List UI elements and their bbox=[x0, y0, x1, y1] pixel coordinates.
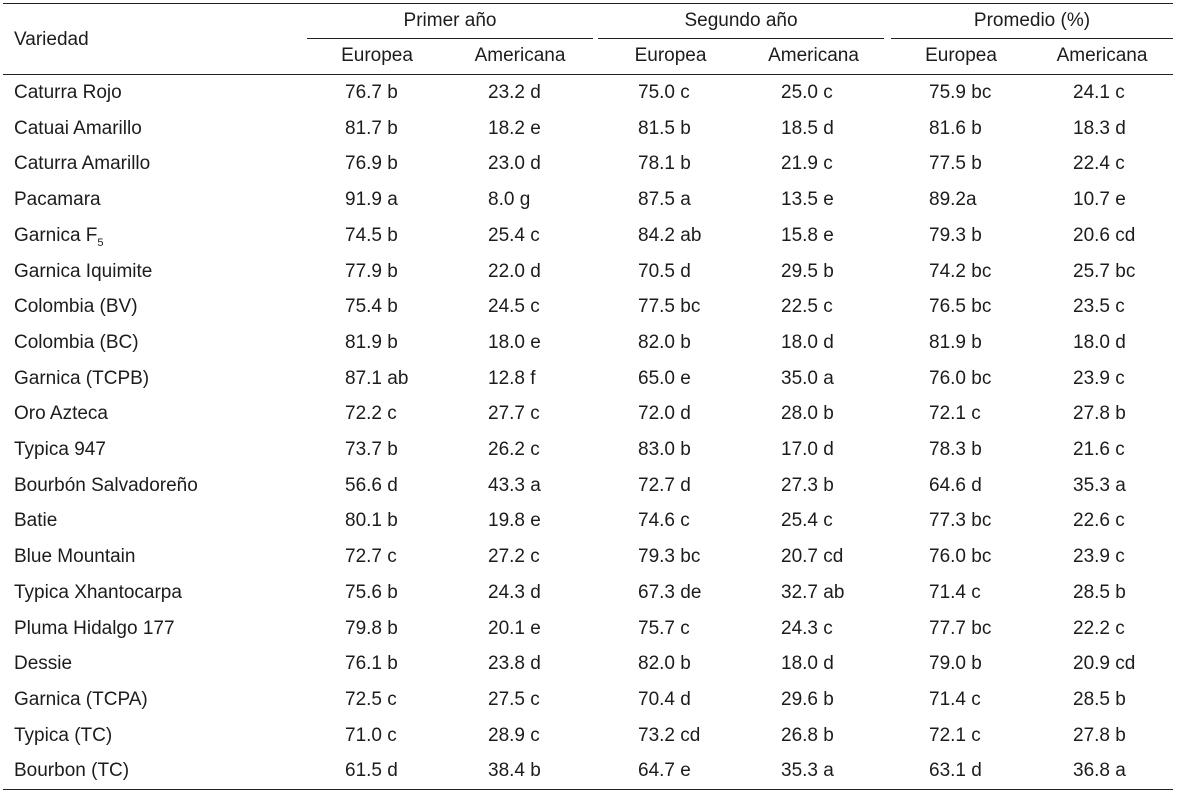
variety-name-text: Garnica F bbox=[14, 224, 98, 246]
value-americana-segundo: 27.3 b bbox=[781, 474, 834, 496]
value-americana-promedio: 36.8 a bbox=[1073, 760, 1126, 782]
value-americana-primer: 27.2 c bbox=[488, 546, 540, 568]
value-americana-primer: 28.9 c bbox=[488, 724, 540, 746]
variety-name-text: Caturra Amarillo bbox=[14, 153, 151, 175]
table-row bbox=[0, 254, 1178, 290]
value-americana-segundo: 18.0 d bbox=[781, 331, 834, 353]
variety-name bbox=[14, 509, 57, 533]
value-europea-segundo: 74.6 c bbox=[638, 510, 690, 532]
variety-name bbox=[14, 617, 175, 641]
value-americana-primer: 26.2 c bbox=[488, 439, 540, 460]
table-row bbox=[0, 682, 1178, 718]
value-europea-primer: 61.5 d bbox=[345, 760, 398, 782]
subheader-europea-2: Europea bbox=[634, 45, 707, 66]
value-europea-promedio: 76.0 bc bbox=[929, 546, 992, 568]
value-europea-primer: 56.6 d bbox=[345, 474, 398, 496]
variety-name-text: Colombia (BV) bbox=[14, 296, 138, 318]
value-europea-promedio: 78.3 b bbox=[929, 439, 982, 460]
value-europea-promedio: 77.5 b bbox=[929, 153, 982, 175]
value-americana-segundo: 17.0 d bbox=[781, 439, 834, 460]
value-europea-primer: 72.7 c bbox=[345, 546, 397, 568]
value-europea-segundo: 79.3 bc bbox=[638, 546, 701, 568]
value-americana-segundo: 18.0 d bbox=[781, 653, 834, 675]
variety-name-text: Typica 947 bbox=[14, 439, 106, 460]
value-europea-promedio: 71.4 c bbox=[929, 688, 981, 710]
value-europea-primer: 75.6 b bbox=[345, 581, 398, 603]
variety-name-text: Garnica (TCPA) bbox=[14, 688, 148, 710]
value-americana-primer: 25.4 c bbox=[488, 224, 540, 246]
value-europea-segundo: 77.5 bc bbox=[638, 296, 701, 318]
value-europea-primer: 80.1 b bbox=[345, 510, 398, 532]
value-americana-promedio: 18.0 d bbox=[1073, 331, 1126, 353]
variety-name-text: Oro Azteca bbox=[14, 403, 108, 425]
value-americana-primer: 43.3 a bbox=[488, 474, 541, 496]
group-header-promedio: Promedio (%) bbox=[973, 10, 1091, 31]
value-europea-primer: 76.9 b bbox=[345, 153, 398, 175]
value-americana-promedio: 27.8 b bbox=[1073, 724, 1126, 746]
table-row bbox=[0, 611, 1178, 647]
variety-name-text: Garnica (TCPB) bbox=[14, 367, 150, 389]
variety-name bbox=[14, 367, 149, 391]
value-americana-promedio: 28.5 b bbox=[1073, 581, 1126, 603]
value-europea-segundo: 78.1 b bbox=[638, 153, 691, 175]
variety-name bbox=[14, 724, 112, 748]
value-europea-promedio: 81.9 b bbox=[929, 331, 982, 353]
value-americana-primer: 27.5 c bbox=[488, 688, 540, 710]
value-europea-primer: 73.7 b bbox=[345, 439, 398, 460]
value-europea-primer: 81.7 b bbox=[345, 117, 398, 139]
value-europea-promedio: 72.1 c bbox=[929, 403, 981, 425]
value-americana-segundo: 18.5 d bbox=[781, 117, 834, 139]
value-europea-segundo: 82.0 b bbox=[638, 331, 691, 353]
value-americana-primer: 23.2 d bbox=[488, 82, 541, 103]
value-americana-segundo: 13.5 e bbox=[781, 189, 834, 211]
group-header-primer-ano: Primer año bbox=[403, 10, 497, 31]
value-americana-segundo: 25.4 c bbox=[781, 510, 833, 532]
variety-name-text: Dessie bbox=[14, 653, 73, 675]
table-row bbox=[0, 575, 1178, 611]
table-row bbox=[0, 718, 1178, 754]
value-europea-segundo: 70.5 d bbox=[638, 260, 691, 282]
value-europea-primer: 87.1 ab bbox=[345, 367, 409, 389]
variety-name bbox=[14, 581, 182, 605]
value-americana-primer: 20.1 e bbox=[488, 617, 541, 639]
table-row bbox=[0, 753, 1178, 789]
value-americana-promedio: 27.8 b bbox=[1073, 403, 1126, 425]
value-americana-segundo: 32.7 ab bbox=[781, 581, 845, 603]
variety-name bbox=[14, 224, 104, 248]
value-europea-promedio: 72.1 c bbox=[929, 724, 981, 746]
variety-name bbox=[14, 260, 152, 284]
value-americana-segundo: 35.0 a bbox=[781, 367, 834, 389]
variety-name-text: Pluma Hidalgo 177 bbox=[14, 617, 175, 639]
value-europea-promedio: 71.4 c bbox=[929, 581, 981, 603]
table-row bbox=[0, 432, 1178, 468]
table-row bbox=[0, 468, 1178, 504]
value-americana-segundo: 15.8 e bbox=[781, 224, 834, 246]
value-americana-promedio: 21.6 c bbox=[1073, 439, 1125, 460]
subheader-americana-3: Americana bbox=[1056, 45, 1148, 66]
value-americana-segundo: 20.7 cd bbox=[781, 546, 844, 568]
variety-name bbox=[14, 402, 108, 426]
variety-name-text: Typica (TC) bbox=[14, 724, 113, 746]
value-europea-segundo: 82.0 b bbox=[638, 653, 691, 675]
variety-name bbox=[14, 438, 106, 462]
value-americana-primer: 23.8 d bbox=[488, 653, 541, 675]
value-europea-promedio: 79.3 b bbox=[929, 224, 982, 246]
header-variedad: Variedad bbox=[14, 29, 89, 50]
value-europea-segundo: 73.2 cd bbox=[638, 724, 701, 746]
value-europea-segundo: 67.3 de bbox=[638, 581, 702, 603]
table-row bbox=[0, 75, 1178, 111]
value-americana-promedio: 22.4 c bbox=[1073, 153, 1125, 175]
value-americana-segundo: 29.6 b bbox=[781, 688, 834, 710]
value-americana-segundo: 22.5 c bbox=[781, 296, 833, 318]
value-europea-primer: 77.9 b bbox=[345, 260, 398, 282]
table-row bbox=[0, 646, 1178, 682]
value-americana-primer: 18.0 e bbox=[488, 331, 541, 353]
variety-name-text: Colombia (BC) bbox=[14, 331, 139, 353]
value-europea-primer: 76.7 b bbox=[345, 82, 398, 103]
value-europea-primer: 71.0 c bbox=[345, 724, 397, 746]
value-europea-promedio: 63.1 d bbox=[929, 760, 982, 782]
value-americana-promedio: 23.5 c bbox=[1073, 296, 1125, 318]
value-europea-primer: 75.4 b bbox=[345, 296, 398, 318]
subheader-americana-2: Americana bbox=[768, 45, 859, 66]
value-europea-primer: 76.1 b bbox=[345, 653, 398, 675]
value-europea-primer: 72.2 c bbox=[345, 403, 397, 425]
value-americana-promedio: 28.5 b bbox=[1073, 688, 1126, 710]
variety-name-text: Bourbon (TC) bbox=[14, 760, 130, 782]
variety-name-text: Typica Xhantocarpa bbox=[14, 581, 182, 603]
value-americana-promedio: 35.3 a bbox=[1073, 474, 1126, 496]
value-americana-promedio: 20.6 cd bbox=[1073, 224, 1136, 246]
value-americana-primer: 19.8 e bbox=[488, 510, 541, 532]
table-row bbox=[0, 111, 1178, 147]
value-europea-segundo: 72.0 d bbox=[638, 403, 691, 425]
value-europea-segundo: 64.7 e bbox=[638, 760, 691, 782]
variety-name bbox=[14, 652, 72, 676]
value-europea-primer: 79.8 b bbox=[345, 617, 398, 639]
variety-name bbox=[14, 81, 122, 105]
subheader-europea-1: Europea bbox=[341, 45, 413, 66]
value-americana-segundo: 25.0 c bbox=[781, 82, 833, 103]
variety-name-text: Catuai Amarillo bbox=[14, 117, 142, 139]
value-europea-segundo: 72.7 d bbox=[638, 474, 691, 496]
value-europea-promedio: 89.2a bbox=[929, 189, 977, 211]
variety-name bbox=[14, 688, 148, 712]
table-row bbox=[0, 182, 1178, 218]
value-americana-primer: 27.7 c bbox=[488, 403, 540, 425]
variety-name bbox=[14, 474, 198, 498]
table-row bbox=[0, 146, 1178, 182]
variety-name-text: Caturra Rojo bbox=[14, 82, 122, 103]
variety-name-text: Blue Mountain bbox=[14, 546, 136, 568]
value-americana-primer: 23.0 d bbox=[488, 153, 541, 175]
value-americana-promedio: 20.9 cd bbox=[1073, 653, 1136, 675]
table-row bbox=[0, 539, 1178, 575]
value-americana-promedio: 22.6 c bbox=[1073, 510, 1125, 532]
value-europea-segundo: 70.4 d bbox=[638, 688, 691, 710]
table-row bbox=[0, 325, 1178, 361]
value-americana-promedio: 25.7 bc bbox=[1073, 260, 1136, 282]
value-americana-promedio: 24.1 c bbox=[1073, 82, 1125, 103]
group-rule-promedio bbox=[891, 38, 1173, 39]
value-europea-primer: 91.9 a bbox=[345, 189, 398, 211]
value-americana-segundo: 24.3 c bbox=[781, 617, 833, 639]
table-row bbox=[0, 396, 1178, 432]
value-europea-promedio: 75.9 bc bbox=[929, 82, 992, 103]
value-europea-promedio: 79.0 b bbox=[929, 653, 982, 675]
value-americana-segundo: 26.8 b bbox=[781, 724, 834, 746]
value-americana-primer: 12.8 f bbox=[488, 367, 536, 389]
value-americana-primer: 24.5 c bbox=[488, 296, 540, 318]
variety-name-subscript: 5 bbox=[97, 236, 104, 249]
value-americana-primer: 8.0 g bbox=[488, 189, 531, 211]
value-europea-promedio: 77.7 bc bbox=[929, 617, 992, 639]
value-europea-segundo: 87.5 a bbox=[638, 189, 691, 211]
value-europea-promedio: 76.0 bc bbox=[929, 367, 992, 389]
subheader-americana-1: Americana bbox=[474, 45, 566, 66]
variety-name bbox=[14, 759, 129, 783]
value-americana-promedio: 22.2 c bbox=[1073, 617, 1125, 639]
value-americana-primer: 22.0 d bbox=[488, 260, 541, 282]
value-europea-segundo: 75.7 c bbox=[638, 617, 690, 639]
table-row bbox=[0, 289, 1178, 325]
value-americana-primer: 38.4 b bbox=[488, 760, 541, 782]
value-europea-primer: 74.5 b bbox=[345, 224, 398, 246]
variety-name bbox=[14, 295, 138, 319]
group-rule-segundo bbox=[598, 38, 884, 39]
value-americana-promedio: 18.3 d bbox=[1073, 117, 1126, 139]
value-europea-promedio: 77.3 bc bbox=[929, 510, 992, 532]
value-europea-promedio: 76.5 bc bbox=[929, 296, 992, 318]
value-europea-primer: 72.5 c bbox=[345, 688, 397, 710]
group-header-segundo-ano: Segundo año bbox=[684, 10, 798, 31]
value-europea-segundo: 81.5 b bbox=[638, 117, 691, 139]
variety-name bbox=[14, 545, 135, 569]
top-rule bbox=[3, 3, 1173, 4]
value-europea-segundo: 65.0 e bbox=[638, 367, 691, 389]
value-europea-primer: 81.9 b bbox=[345, 331, 398, 353]
table-row bbox=[0, 218, 1178, 254]
variety-name bbox=[14, 117, 142, 141]
table-row bbox=[0, 361, 1178, 397]
value-americana-segundo: 29.5 b bbox=[781, 260, 834, 282]
variety-name-text: Pacamara bbox=[14, 189, 101, 211]
table-row bbox=[0, 503, 1178, 539]
value-europea-promedio: 74.2 bc bbox=[929, 260, 992, 282]
value-europea-promedio: 81.6 b bbox=[929, 117, 982, 139]
variety-name-text: Batie bbox=[14, 510, 58, 532]
value-americana-promedio: 23.9 c bbox=[1073, 367, 1125, 389]
value-europea-segundo: 84.2 ab bbox=[638, 224, 702, 246]
variety-name bbox=[14, 188, 101, 212]
group-rule-primer bbox=[307, 38, 593, 39]
value-americana-segundo: 21.9 c bbox=[781, 153, 833, 175]
value-americana-primer: 24.3 d bbox=[488, 581, 541, 603]
subheader-europea-3: Europea bbox=[925, 45, 997, 66]
value-americana-primer: 18.2 e bbox=[488, 117, 541, 139]
value-americana-segundo: 28.0 b bbox=[781, 403, 834, 425]
variety-name bbox=[14, 152, 150, 176]
value-europea-segundo: 75.0 c bbox=[638, 82, 690, 103]
variety-name-text: Bourbón Salvadoreño bbox=[14, 474, 198, 496]
value-americana-promedio: 10.7 e bbox=[1073, 189, 1126, 211]
value-europea-segundo: 83.0 b bbox=[638, 439, 691, 460]
value-americana-segundo: 35.3 a bbox=[781, 760, 834, 782]
value-europea-promedio: 64.6 d bbox=[929, 474, 982, 496]
value-americana-promedio: 23.9 c bbox=[1073, 546, 1125, 568]
variety-name-text: Garnica Iquimite bbox=[14, 260, 153, 282]
variety-name bbox=[14, 331, 139, 355]
